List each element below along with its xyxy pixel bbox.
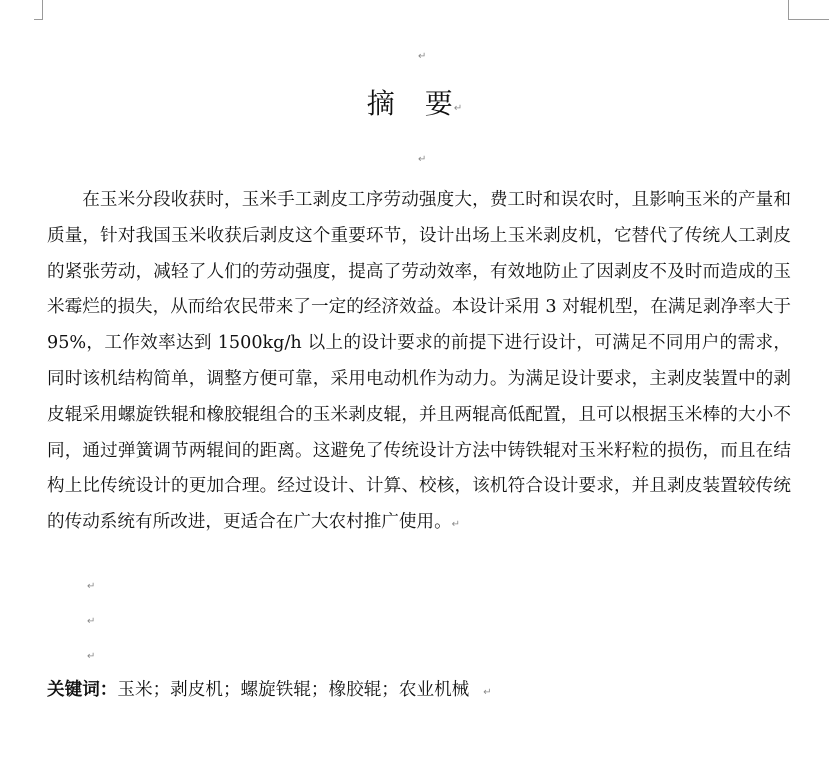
page-corner-top-right xyxy=(788,0,829,20)
abstract-text: 在玉米分段收获时，玉米手工剥皮工序劳动强度大，费工时和误农时，且影响玉米的产量和质量，针对我国玉米收获后剥皮这个重要环节，设计出场上玉米剥皮机，它替代了传统人工剥皮的紧张劳动，减轻了人们的劳动强度，提高了劳动效率，有效地防止了因剥皮不及时而造成的玉米霉烂的损失，从而给农民带来了一定的经济效益。本设计采用 3 对辊机型，在满足剥净率大于 95%，工作效率达到 1500kg/h 以上的设计要求的前提下进行设计，可满足不同用户的需求，同时该机结构简单，调整方便可靠，采用电动机作为动力。为满足设计要求，主剥皮装置中的剥皮辊采用螺旋铁辊和橡胶辊组合的玉米剥皮辊，并且两辊高低配置，且可以根据玉米棒的大小不同，通过弹簧调节两辊间的距离。这避免了传统设计方法中铸铁辊对玉米籽粒的损伤，而且在结构上比传统设计的更加合理。经过设计、计算、校核，该机符合设计要求，并且剥皮装置较传统的传动系统有所改进，更适合在广大农村推广使用。 xyxy=(47,190,791,533)
paragraph-mark: ↵ xyxy=(453,103,463,114)
paragraph-mark: ↵ xyxy=(483,687,492,698)
keywords-text: 玉米；剥皮机；螺旋铁辊；橡胶辊；农业机械 xyxy=(117,680,470,700)
page-corner-top-left xyxy=(34,0,43,20)
paragraph-mark: ↵ xyxy=(418,154,427,165)
keywords-line xyxy=(47,676,492,707)
page-title xyxy=(0,86,829,122)
paragraph-mark: ↵ xyxy=(87,616,96,627)
title-char-2: 要 xyxy=(424,87,453,120)
paragraph-mark: ↵ xyxy=(87,581,96,592)
abstract-paragraph xyxy=(47,183,791,543)
paragraph-mark: ↵ xyxy=(87,651,96,662)
paragraph-mark: ↵ xyxy=(451,519,461,531)
keywords-label: 关键词： xyxy=(47,679,118,700)
title-char-1: 摘 xyxy=(366,87,395,120)
paragraph-mark: ↵ xyxy=(418,51,427,62)
